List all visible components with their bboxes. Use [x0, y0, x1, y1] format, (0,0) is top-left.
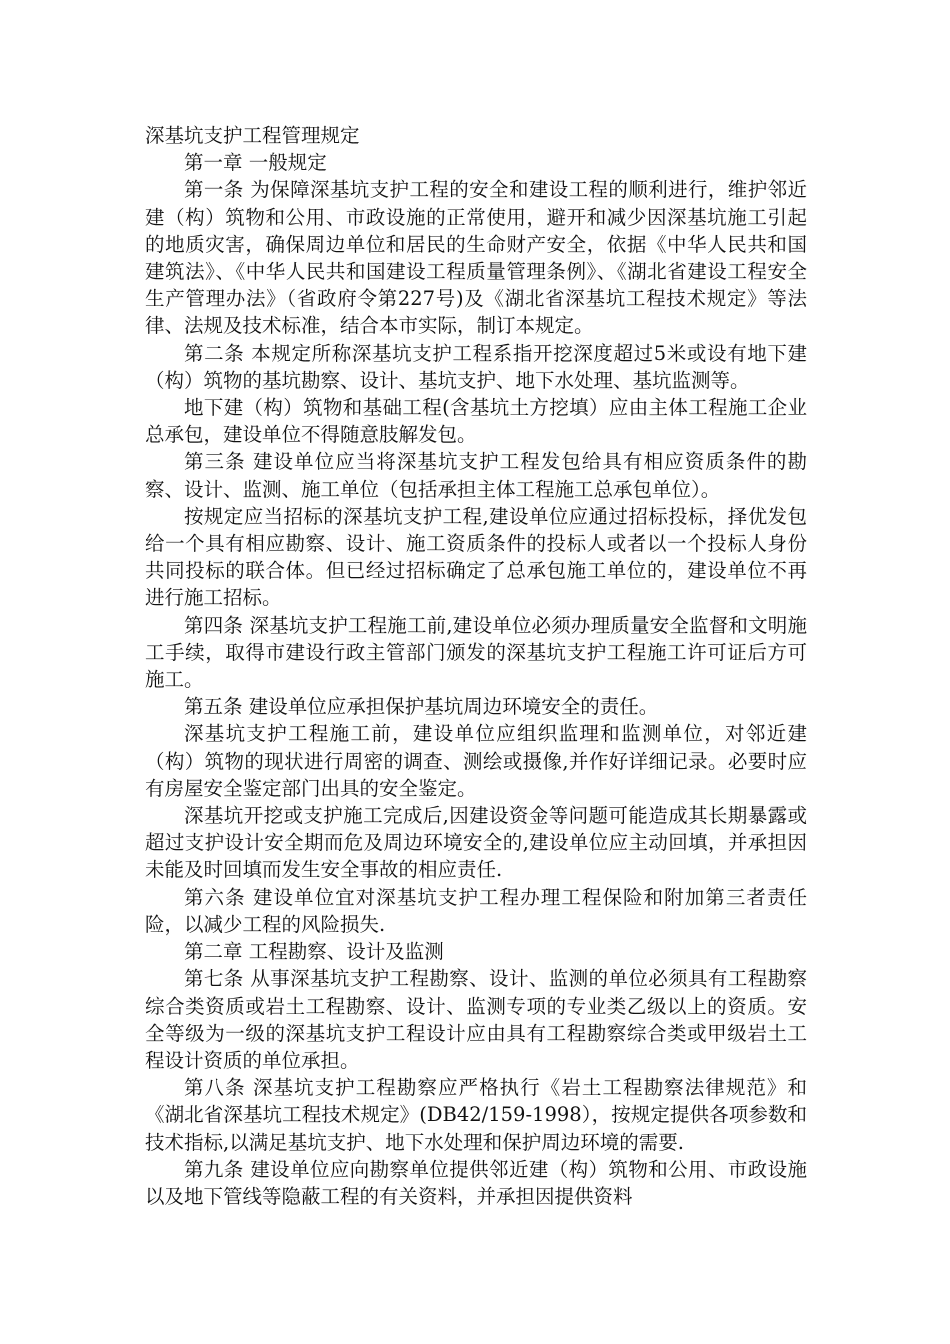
paragraph: 按规定应当招标的深基坑支护工程,建设单位应通过招标投标，择优发包给一个具有相应勘察、设计、施工资质条件的投标人或者以一个投标人身份共同投标的联合体。但已经过招标确定了总承包施工单位的，建设单位不再进行施工招标。 — [145, 504, 807, 610]
paragraph: 第七条 从事深基坑支护工程勘察、设计、监测的单位必须具有工程勘察综合类资质或岩土工程勘察、设计、监测专项的专业类乙级以上的资质。安全等级为一级的深基坑支护工程设计应由具有工程勘察综合类或甲级岩土工程设计资质的单位承担。 — [145, 967, 807, 1072]
paragraph: 地下建（构）筑物和基础工程(含基坑土方挖填）应由主体工程施工企业总承包，建设单位不得随意肢解发包。 — [145, 396, 807, 447]
paragraph: 深基坑开挖或支护施工完成后,因建设资金等问题可能造成其长期暴露或超过支护设计安全期而危及周边环境安全的,建设单位应主动回填，并承担因未能及时回填而发生安全事故的相应责任. — [145, 804, 807, 882]
paragraph: 第八条 深基坑支护工程勘察应严格执行《岩土工程勘察法律规范》和《湖北省深基坑工程技术规定》(DB42/159-1998），按规定提供各项参数和技术指标,以满足基坑支护、地下水处理和保护周边环境的需要. — [145, 1076, 807, 1154]
chapter-heading: 第二章 工程勘察、设计及监测 — [184, 940, 444, 964]
paragraph: 第一条 为保障深基坑支护工程的安全和建设工程的顺利进行，维护邻近建（构）筑物和公用、市政设施的正常使用，避开和减少因深基坑施工引起的地质灾害，确保周边单位和居民的生命财产安全，依据《中华人民共和国建筑法》、《中华人民共和国建设工程质量管理条例》、《湖北省建设工程安全生产管理办法》（省政府令第227号)及《湖北省深基坑工程技术规定》等法律、法规及技术标准，结合本市实际，制订本规定。 — [145, 178, 807, 338]
paragraph: 第二条 本规定所称深基坑支护工程系指开挖深度超过5米或设有地下建（构）筑物的基坑勘察、设计、基坑支护、地下水处理、基坑监测等。 — [145, 341, 807, 392]
document-body — [145, 122, 807, 1210]
paragraph: 深基坑支护工程施工前，建设单位应组织监理和监测单位，对邻近建（构）筑物的现状进行周密的调查、测绘或摄像,并作好详细记录。必要时应有房屋安全鉴定部门出具的安全鉴定。 — [145, 722, 807, 800]
paragraph: 第三条 建设单位应当将深基坑支护工程发包给具有相应资质条件的勘察、设计、监测、施工单位（包括承担主体工程施工总承包单位）。 — [145, 450, 807, 501]
paragraph: 第九条 建设单位应向勘察单位提供邻近建（构）筑物和公用、市政设施以及地下管线等隐蔽工程的有关资料，并承担因提供资料 — [145, 1157, 807, 1208]
paragraph: 第六条 建设单位宜对深基坑支护工程办理工程保险和附加第三者责任险，以减少工程的风险损失. — [145, 885, 807, 936]
paragraph: 第四条 深基坑支护工程施工前,建设单位必须办理质量安全监督和文明施工手续，取得市建设行政主管部门颁发的深基坑支护工程施工许可证后方可施工。 — [145, 613, 807, 692]
document-title: 深基坑支护工程管理规定 — [145, 124, 360, 147]
chapter-heading: 第一章 一般规定 — [184, 151, 327, 175]
paragraph: 第五条 建设单位应承担保护基坑周边环境安全的责任。 — [184, 695, 659, 719]
